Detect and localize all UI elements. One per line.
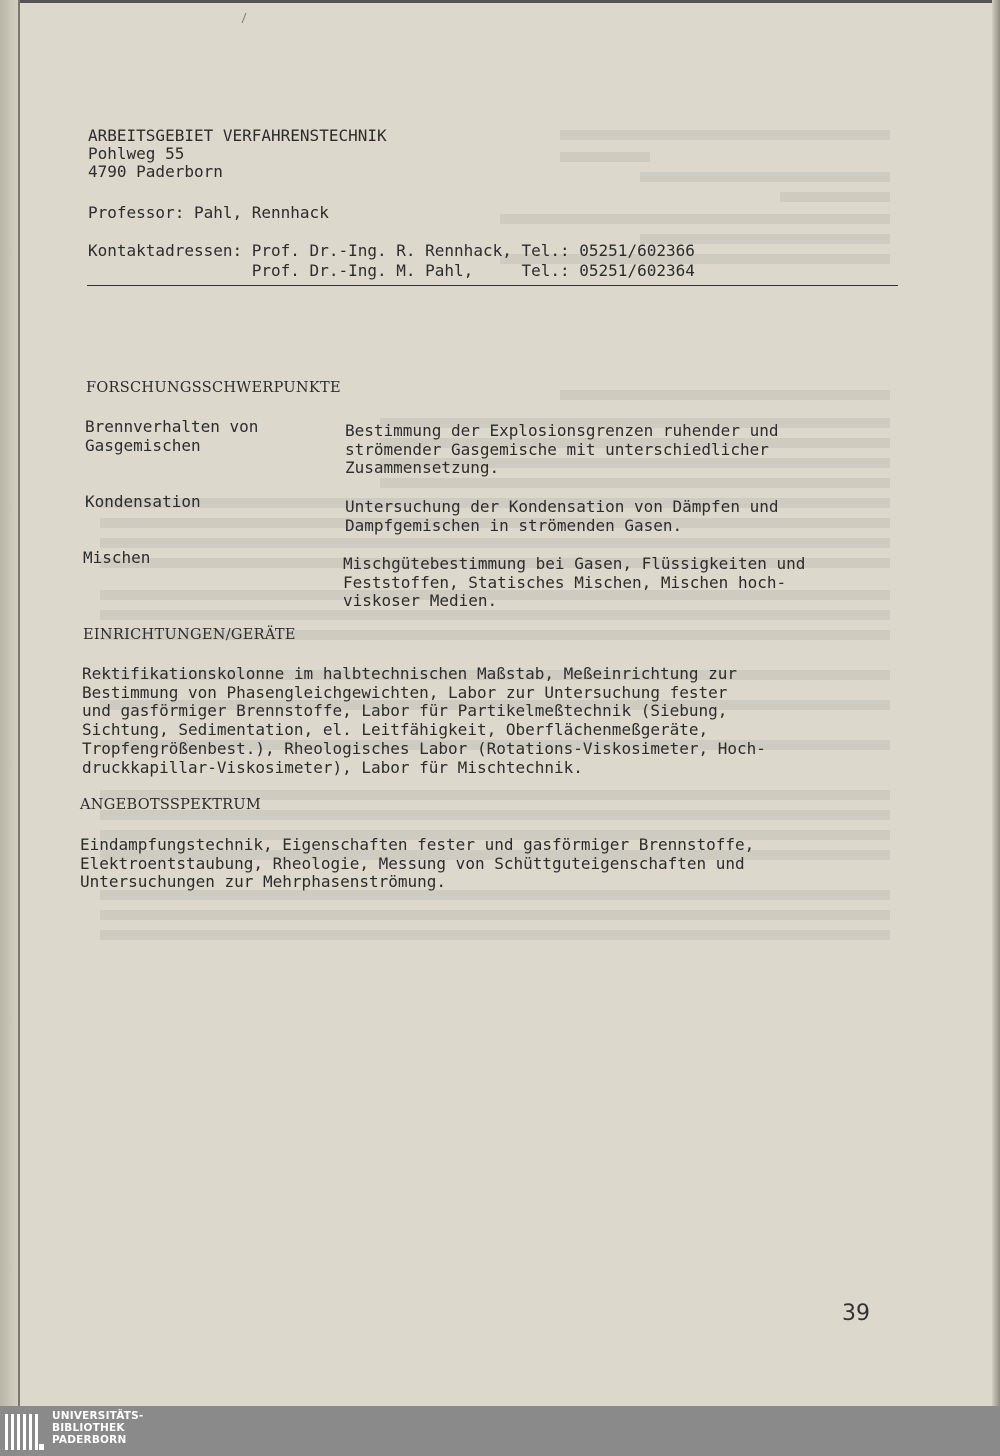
street-address: Pohlweg 55 bbox=[88, 144, 185, 163]
library-name bbox=[52, 1410, 143, 1446]
library-name-line-2: BIBLIOTHEK bbox=[52, 1422, 125, 1434]
library-footer bbox=[0, 1406, 1000, 1456]
offer-text: Eindampfungstechnik, Eigenschaften fester und gasförmiger Brennstoffe, Elektroentstaubung, Rheologie, Messung von Schüttguteigenschaften und Untersuchungen zur Mehrphasenströmung. bbox=[80, 835, 755, 892]
equipment-text: Rektifikationskolonne im halbtechnischen Maßstab, Meßeinrichtung zur Bestimmung von Phasengleichgewichten, Labor zur Untersuchung fester und gasförmiger Brennstoffe, Labor für Partikelmeßtechnik (Siebung, Sichtung, Sedimentation, el. Leitfähigkeit, Oberflächenmeßgeräte, Tropfengrößenbest.), Rheologisches Labor (Rotations-Viskosimeter, Hoch- druckkapillar-Viskosimeter), Labor für Mischtechnik. bbox=[82, 664, 766, 777]
professors-line: Professor: Pahl, Rennhack bbox=[88, 203, 329, 222]
department-title: ARBEITSGEBIET VERFAHRENSTECHNIK bbox=[88, 126, 387, 145]
offer-heading: ANGEBOTSSPEKTRUM bbox=[80, 797, 262, 813]
research-heading: FORSCHUNGSSCHWERPUNKTE bbox=[86, 380, 341, 396]
header-divider bbox=[87, 285, 898, 286]
research-description-1: Bestimmung der Explosionsgrenzen ruhender und strömender Gasgemische mit unterschiedlicher Zusammensetzung. bbox=[345, 421, 779, 478]
research-description-2: Untersuchung der Kondensation von Dämpfen und Dampfgemischen in strömenden Gasen. bbox=[345, 497, 779, 535]
research-topic-1: Brennverhalten von Gasgemischen bbox=[85, 417, 259, 455]
pencil-mark-icon bbox=[241, 12, 247, 24]
research-topic-2: Kondensation bbox=[85, 492, 201, 511]
research-description-3: Mischgütebestimmung bei Gasen, Flüssigkeiten und Feststoffen, Statisches Mischen, Mischen hoch- viskoser Medien. bbox=[343, 554, 806, 611]
equipment-heading: EINRICHTUNGEN/GERÄTE bbox=[83, 627, 296, 643]
library-logo-icon bbox=[5, 1412, 45, 1452]
library-name-line-1: UNIVERSITÄTS- bbox=[52, 1410, 144, 1422]
research-topic-3: Mischen bbox=[83, 548, 151, 567]
book-gutter bbox=[0, 0, 20, 1406]
city-address: 4790 Paderborn bbox=[88, 162, 223, 181]
contact-line-2: Prof. Dr.-Ing. M. Pahl, Tel.: 05251/602364 bbox=[88, 261, 695, 280]
page-number: 39 bbox=[842, 1301, 870, 1326]
page-top-edge bbox=[20, 0, 1000, 3]
page-right-edge bbox=[992, 0, 1000, 1406]
contact-line-1: Kontaktadressen: Prof. Dr.-Ing. R. Rennhack, Tel.: 05251/602366 bbox=[88, 241, 695, 260]
gutter-line bbox=[18, 0, 20, 1406]
library-name-line-3: PADERBORN bbox=[52, 1434, 127, 1446]
